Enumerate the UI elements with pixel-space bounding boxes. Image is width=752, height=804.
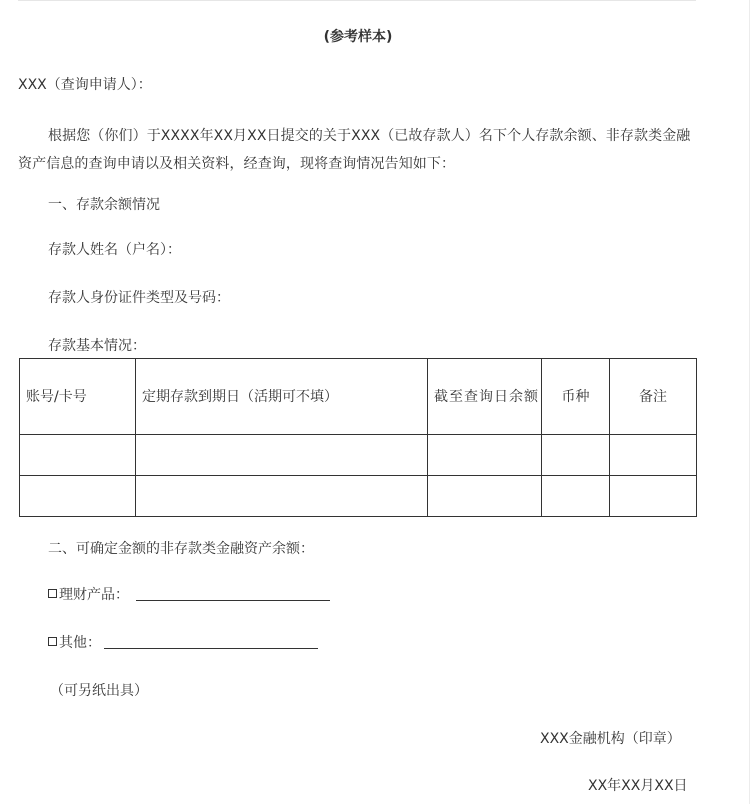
table-cell <box>610 435 697 476</box>
wealth-product-row <box>48 585 129 605</box>
table-row <box>20 476 697 517</box>
right-divider <box>749 0 750 804</box>
header-currency: 币种 <box>542 359 610 435</box>
table-cell <box>428 476 542 517</box>
institution-seal: XXX金融机构（印章） <box>540 731 681 747</box>
depositor-name-label: 存款人姓名（户名）： <box>48 242 181 258</box>
other-asset-label: 其他： <box>59 635 101 651</box>
separate-sheet-note: （可另纸出具） <box>50 683 148 699</box>
document-title: (参考样本) <box>323 29 393 45</box>
table-cell <box>20 435 136 476</box>
header-maturity-date: 定期存款到期日（活期可不填） <box>136 359 428 435</box>
deposit-table <box>19 358 697 517</box>
table-cell <box>542 476 610 517</box>
table-cell <box>428 435 542 476</box>
table-cell <box>542 435 610 476</box>
wealth-product-label: 理财产品： <box>59 587 129 603</box>
other-asset-blank-line <box>104 648 318 649</box>
depositor-id-label: 存款人身份证件类型及号码： <box>48 290 230 306</box>
other-asset-row <box>48 633 101 653</box>
header-remarks: 备注 <box>610 359 697 435</box>
checkbox-icon <box>48 589 57 598</box>
deposit-basic-info-label: 存款基本情况： <box>48 338 146 354</box>
table-cell <box>136 435 428 476</box>
top-divider <box>18 0 696 1</box>
table-row <box>20 435 697 476</box>
section2-heading: 二、可确定金额的非存款类金融资产余额： <box>48 541 314 557</box>
header-balance: 截至查询日余额 <box>428 359 542 435</box>
table-header-row <box>20 359 697 435</box>
table-cell <box>610 476 697 517</box>
table-cell <box>20 476 136 517</box>
wealth-product-blank-line <box>136 600 330 601</box>
checkbox-icon <box>48 637 57 646</box>
body-paragraph: 根据您（你们）于XXXX年XX月XX日提交的关于XXX（已故存款人）名下个人存款余额、非存款类金融资产信息的查询申请以及相关资料，经查询，现将查询情况告知如下： <box>18 128 691 172</box>
table-cell <box>136 476 428 517</box>
issue-date: XX年XX月XX日 <box>588 778 688 794</box>
header-account: 账号/卡号 <box>20 359 136 435</box>
salutation: XXX（查询申请人）： <box>18 77 152 93</box>
section1-heading: 一、存款余额情况 <box>48 197 160 213</box>
